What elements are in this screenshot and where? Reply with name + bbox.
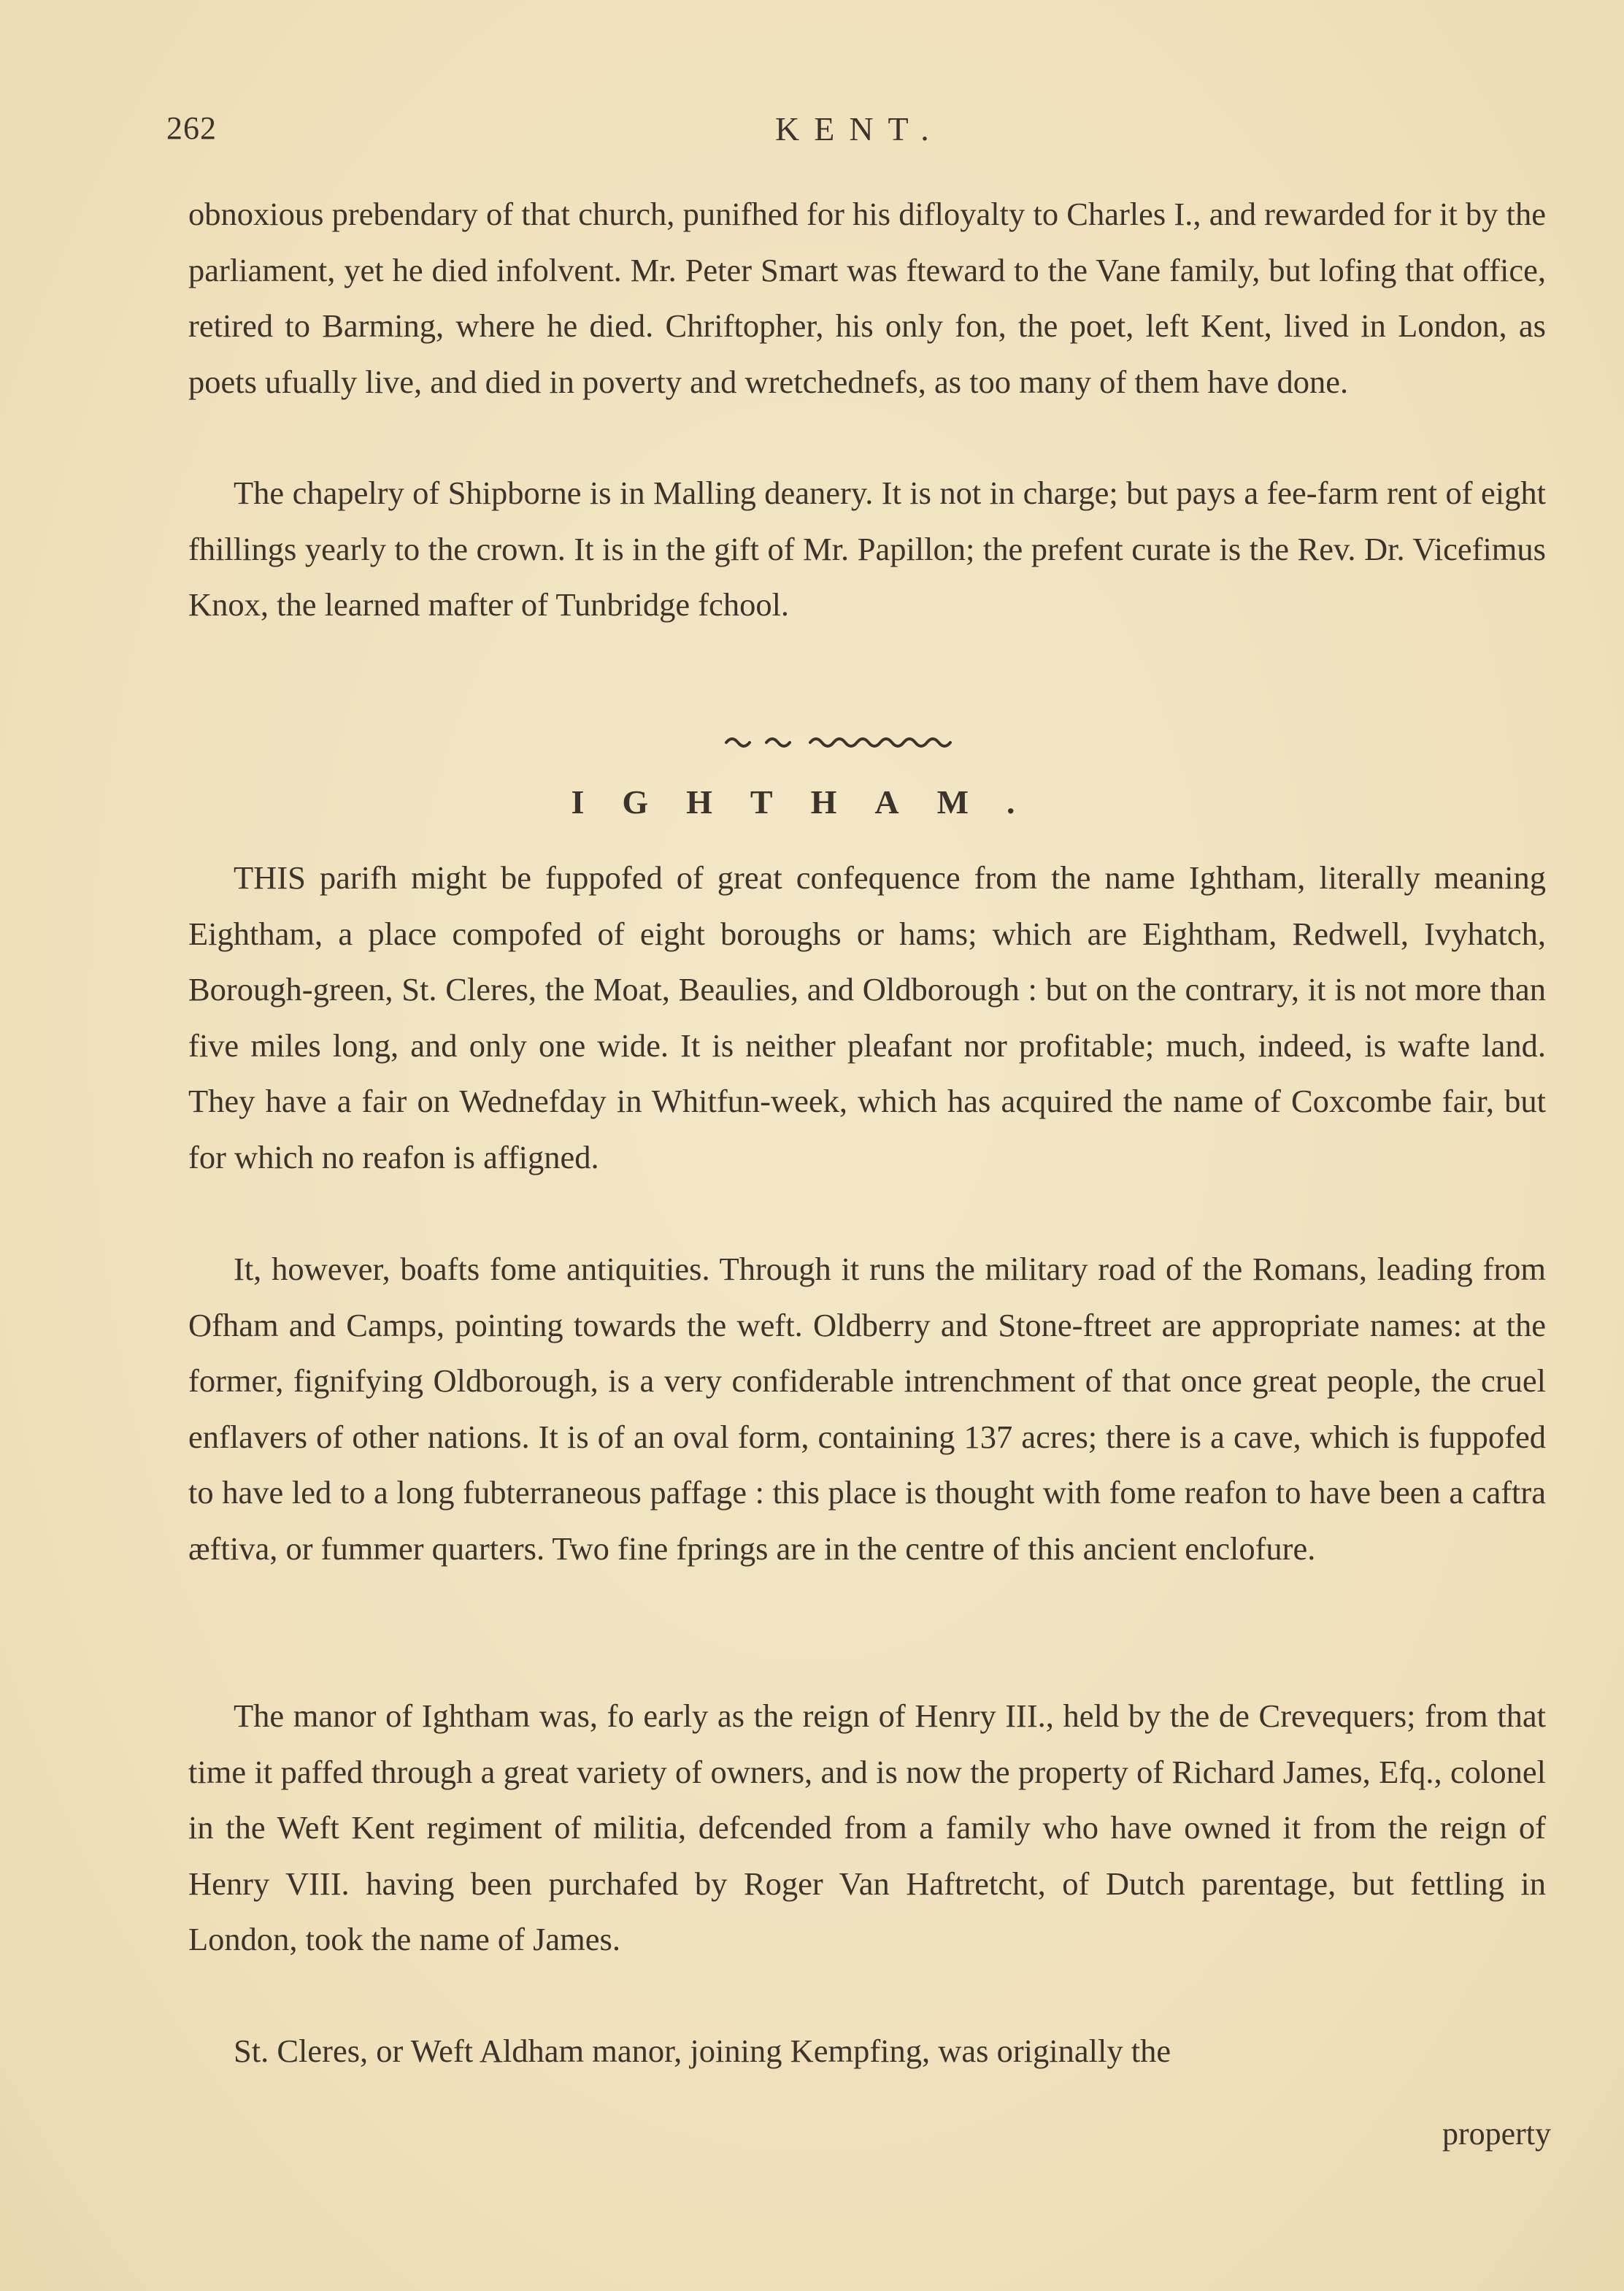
page-number: 262 bbox=[166, 110, 217, 146]
paragraph-ightham-intro: THIS parifh might be fuppofed of great confequence from the name Ightham, literally meaning Eightham, a place compofed of eight boroughs or hams; which are Eightham, Redwell, Ivyhatch, Borough-green, St. Cleres, the Moat, Beaulies, and Oldborough : but on the contrary, it is not more than five miles long, and only one wide. It is neither pleafant nor profitable; much, indeed, is wafte land. They have a fair on Wednefday in Whitfun-week, which has acquired the name of Coxcombe fair, but for which no reafon is affigned. bbox=[188, 859, 1546, 1175]
paragraph-ightham-antiquities: It, however, boafts fome antiquities. Through it runs the military road of the Romans, leading from Ofham and Camps, pointing towards the weft. Oldberry and Stone-ftreet are appropriate names: at the former, fignifying Oldborough, is a very confiderable intrenchment of that once great people, the cruel enflavers of other nations. It is of an oval form, containing 137 acres; there is a cave, which is fuppofed to have led to a long fubterraneous paffage : this place is thought with fome reafon to have been a caftra æftiva, or fummer quarters. Two fine fprings are in the centre of this ancient enclofure. bbox=[188, 1251, 1546, 1567]
paragraph-continued: obnoxious prebendary of that church, punifhed for his difloyalty to Charles I., and rewarded for it by the parliament, yet he died infolvent. Mr. Peter Smart was fteward to the Vane family, but lofing that office, retired to Barming, where he died. Chriftopher, his only fon, the poet, left Kent, lived in London, as poets ufually live, and died in poverty and wretchednefs, as too many of them have done. bbox=[188, 196, 1546, 400]
ornament-divider bbox=[723, 725, 1015, 754]
paragraph-st-cleres: St. Cleres, or Weft Aldham manor, joining Kempfing, was originally the bbox=[234, 2033, 1171, 2069]
catchword: property bbox=[1442, 2116, 1551, 2152]
running-head: KENT. bbox=[775, 110, 944, 147]
paragraph-shipborne-chapelry: The chapelry of Shipborne is in Malling deanery. It is not in charge; but pays a fee-farm rent of eight fhillings yearly to the crown. It is in the gift of Mr. Papillon; the prefent curate is the Rev. Dr. Vicefimus Knox, the learned mafter of Tunbridge fchool. bbox=[188, 475, 1546, 623]
paragraph-ightham-manor: The manor of Ightham was, fo early as the reign of Henry III., held by the de Crevequers; from that time it paffed through a great variety of owners, and is now the property of Richard James, Efq., colonel in the Weft Kent regiment of militia, defcended from a family who have owned it from the reign of Henry VIII. having been purchafed by Roger Van Haftretcht, of Dutch parentage, but fettling in London, took the name of James. bbox=[188, 1697, 1546, 1957]
page-header bbox=[0, 110, 1624, 153]
section-title: IGHTHAM. bbox=[571, 783, 1053, 821]
